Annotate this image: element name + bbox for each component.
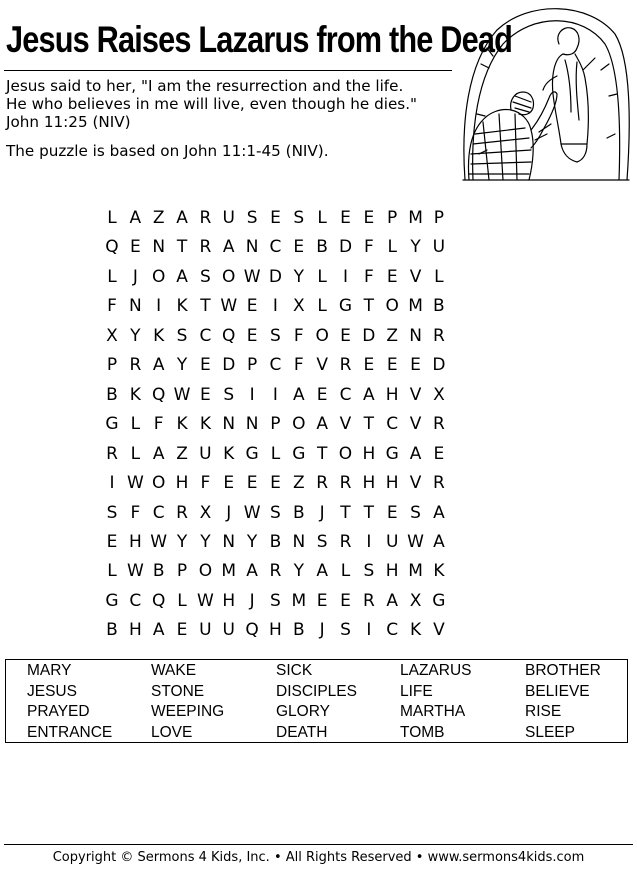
grid-letter: S (246, 208, 258, 228)
grid-letter: R (269, 561, 282, 582)
grid-letter: T (316, 443, 328, 464)
grid-letter: E (246, 473, 258, 494)
grid-letter: A (433, 502, 445, 523)
copyright-footer: Copyright © Sermons 4 Kids, Inc. • All Rights Reserved • www.sermons4kids.com (52, 850, 585, 865)
grid-letter: V (339, 414, 352, 435)
grid-letter: B (152, 561, 165, 582)
grid-letter: W (220, 296, 238, 317)
grid-letter: Q (151, 590, 166, 611)
grid-letter: L (317, 208, 327, 228)
grid-letter: C (386, 414, 399, 435)
verse-line-2: He who believes in me will live, even though he dies." (6, 95, 418, 113)
grid-letter: T (176, 237, 188, 258)
grid-letter: E (293, 237, 305, 258)
grid-letter: A (433, 531, 445, 552)
grid-letter: B (269, 531, 282, 552)
grid-letter: G (292, 443, 306, 464)
grid-letter: L (317, 296, 327, 317)
grid-letter: N (128, 296, 142, 317)
grid-letter: H (175, 473, 189, 494)
grid-letter: R (129, 355, 142, 376)
grid-letter: A (363, 384, 375, 405)
grid-letter: A (386, 590, 398, 611)
grid-letter: V (409, 473, 422, 494)
grid-letter: R (339, 355, 352, 376)
grid-letter: Z (176, 443, 188, 464)
grid-letter: R (199, 237, 212, 258)
grid-letter: E (363, 208, 375, 228)
grid-letter: L (130, 414, 141, 435)
grid-letter: H (385, 384, 399, 405)
grid-letter: K (176, 296, 188, 317)
grid-letter: P (246, 355, 258, 376)
grid-letter: R (339, 473, 352, 494)
grid-letter: Q (105, 237, 119, 258)
grid-letter: U (385, 531, 399, 552)
grid-letter: V (433, 620, 445, 641)
grid-letter: O (151, 473, 166, 494)
grid-letter: E (410, 355, 421, 376)
grid-letter: W (407, 531, 424, 552)
grid-letter: E (386, 355, 398, 376)
grid-letter: T (363, 296, 375, 317)
grid-letter: A (176, 208, 188, 228)
grid-letter: W (243, 266, 261, 287)
word-list-item: DISCIPLES (276, 682, 357, 700)
title-divider (4, 70, 452, 71)
grid-letter: V (409, 266, 422, 287)
grid-letter: S (176, 325, 188, 346)
grid-letter: D (268, 266, 282, 287)
grid-letter: G (385, 443, 399, 464)
grid-letter: C (199, 325, 212, 346)
grid-letter: O (315, 325, 329, 346)
grid-letter: H (269, 620, 282, 641)
grid-letter: I (342, 266, 348, 287)
grid-letter: A (152, 443, 165, 464)
grid-letter: R (432, 325, 445, 346)
grid-letter: F (153, 414, 164, 435)
grid-letter: L (107, 266, 117, 287)
grid-letter: H (222, 590, 236, 611)
grid-letter: H (128, 620, 142, 641)
grid-letter: X (409, 590, 422, 611)
word-list-item: MARY (27, 662, 72, 679)
grid-letter: B (292, 502, 305, 523)
grid-letter: S (223, 384, 235, 405)
grid-letter: X (292, 296, 305, 317)
grid-letter: E (246, 296, 258, 317)
grid-letter: A (152, 620, 165, 641)
scripture-verse (6, 77, 417, 131)
grid-letter: F (107, 296, 117, 317)
grid-letter: P (387, 208, 398, 228)
grid-letter: H (385, 473, 399, 494)
grid-letter: Y (246, 531, 258, 552)
grid-letter: O (151, 266, 166, 287)
puzzle-source-note: The puzzle is based on John 11:1-45 (NIV). (6, 142, 329, 160)
grid-letter: X (199, 502, 212, 523)
word-list-box (5, 659, 628, 743)
grid-letter: S (363, 561, 375, 582)
word-list-item: BROTHER (525, 662, 601, 679)
grid-letter: I (249, 384, 255, 405)
grid-letter: B (106, 620, 118, 641)
grid-letter: M (408, 296, 423, 317)
grid-letter: S (293, 208, 305, 228)
grid-letter: W (196, 590, 214, 611)
word-list-item: STONE (151, 682, 205, 700)
grid-letter: E (340, 590, 351, 611)
grid-letter: K (409, 620, 422, 641)
grid-letter: C (386, 620, 399, 641)
grid-letter: E (340, 208, 351, 228)
grid-letter: A (316, 414, 328, 435)
word-list-item: SICK (276, 662, 313, 679)
grid-letter: I (366, 620, 372, 641)
word-list-item: GLORY (276, 703, 330, 720)
word-list-item: LAZARUS (400, 662, 472, 679)
grid-letter: E (129, 237, 141, 258)
grid-letter: A (222, 237, 235, 258)
word-list-item: DEATH (276, 723, 328, 741)
grid-letter: R (176, 502, 188, 523)
grid-letter: V (409, 384, 422, 405)
grid-letter: X (433, 384, 445, 405)
grid-letter: Q (245, 620, 259, 641)
grid-letter: O (198, 561, 213, 582)
grid-letter: J (132, 266, 138, 287)
grid-letter: C (269, 237, 282, 258)
grid-letter: S (199, 266, 211, 287)
grid-letter: E (433, 443, 445, 464)
grid-letter: F (363, 237, 374, 258)
word-list-item: LOVE (151, 723, 193, 741)
grid-letter: N (245, 414, 259, 435)
grid-letter: E (270, 208, 281, 228)
grid-letter: A (176, 266, 188, 287)
grid-letter: O (385, 296, 399, 317)
grid-letter: A (292, 384, 305, 405)
word-list-item: PRAYED (27, 703, 90, 720)
grid-letter: O (222, 266, 236, 287)
word-list-item: WEEPING (151, 703, 225, 720)
grid-letter: L (434, 266, 444, 287)
grid-letter: P (176, 561, 188, 582)
grid-letter: L (340, 561, 351, 582)
grid-letter: J (319, 502, 325, 523)
word-list-item: TOMB (400, 723, 445, 741)
grid-letter: L (130, 443, 141, 464)
grid-letter: Y (293, 266, 304, 287)
grid-letter: Y (410, 237, 421, 258)
grid-letter: E (246, 325, 258, 346)
grid-letter: N (152, 237, 166, 258)
grid-letter: G (245, 443, 259, 464)
grid-letter: S (340, 620, 351, 641)
grid-letter: C (269, 355, 282, 376)
grid-letter: Z (292, 473, 305, 494)
grid-letter: R (339, 531, 352, 552)
grid-letter: S (410, 502, 421, 523)
grid-letter: H (128, 531, 142, 552)
grid-letter: Y (130, 325, 141, 346)
grid-letter: J (319, 620, 325, 641)
grid-letter: K (199, 414, 211, 435)
grid-letter: W (243, 502, 261, 523)
grid-letter: K (129, 384, 141, 405)
grid-letter: K (176, 414, 188, 435)
grid-letter: F (130, 502, 141, 523)
grid-letter: Q (151, 384, 166, 405)
grid-letter: N (245, 237, 259, 258)
grid-letter: B (292, 620, 305, 641)
grid-letter: F (363, 266, 374, 287)
grid-letter: G (432, 590, 446, 611)
grid-letter: D (362, 325, 376, 346)
grid-letter: P (270, 414, 281, 435)
grid-letter: A (152, 355, 165, 376)
grid-letter: B (433, 296, 445, 317)
grid-letter: T (340, 502, 351, 523)
grid-letter: I (156, 296, 162, 317)
grid-letter: U (199, 443, 212, 464)
grid-letter: R (106, 443, 118, 464)
grid-letter: Z (152, 208, 165, 228)
grid-letter: J (249, 590, 255, 611)
grid-letter: L (107, 208, 117, 228)
grid-letter: K (223, 443, 235, 464)
grid-letter: Z (386, 325, 399, 346)
grid-letter: W (126, 473, 144, 494)
grid-letter: C (339, 384, 352, 405)
grid-letter: L (177, 590, 187, 611)
grid-letter: L (387, 237, 397, 258)
grid-letter: T (363, 414, 375, 435)
grid-letter: M (291, 590, 307, 611)
grid-letter: D (338, 237, 353, 258)
word-list-item: ENTRANCE (27, 723, 113, 741)
grid-letter: L (317, 266, 327, 287)
grid-letter: R (316, 473, 329, 494)
grid-letter: B (106, 384, 118, 405)
grid-letter: A (129, 208, 142, 228)
grid-letter: T (363, 502, 375, 523)
grid-letter: S (106, 502, 118, 523)
grid-letter: R (432, 414, 445, 435)
grid-letter: Y (176, 355, 188, 376)
footer-divider (4, 844, 633, 845)
grid-letter: H (362, 443, 376, 464)
word-list-item: RISE (525, 703, 562, 720)
grid-letter: U (432, 237, 446, 258)
grid-letter: E (270, 473, 281, 494)
lazarus-tomb-illustration (459, 4, 633, 182)
grid-letter: G (338, 296, 353, 317)
grid-letter: R (362, 590, 375, 611)
grid-letter: D (432, 355, 446, 376)
grid-letter: U (199, 620, 212, 641)
grid-letter: S (316, 531, 328, 552)
grid-letter: C (129, 590, 142, 611)
grid-letter: O (338, 443, 353, 464)
worksheet-title: Jesus Raises Lazarus from the Dead (6, 19, 513, 60)
word-list-item: JESUS (27, 682, 77, 700)
grid-letter: U (222, 620, 235, 641)
grid-letter: J (226, 502, 232, 523)
grid-letter: G (105, 414, 119, 435)
word-list-item: MARTHA (400, 703, 466, 720)
grid-letter: T (200, 296, 211, 317)
grid-letter: U (222, 208, 235, 228)
grid-letter: L (270, 443, 281, 464)
grid-letter: B (316, 237, 328, 258)
grid-letter: X (106, 325, 118, 346)
grid-letter: M (408, 561, 423, 582)
grid-letter: K (153, 325, 165, 346)
grid-letter: E (363, 355, 375, 376)
word-list-item: SLEEP (525, 723, 575, 741)
grid-letter: W (173, 384, 191, 405)
grid-letter: S (270, 502, 281, 523)
grid-letter: E (106, 531, 118, 552)
grid-letter: M (408, 208, 423, 228)
grid-letter: V (316, 355, 328, 376)
grid-letter: I (109, 473, 115, 494)
grid-letter: N (292, 531, 306, 552)
grid-letter: A (246, 561, 258, 582)
grid-letter: S (270, 325, 281, 346)
grid-letter: A (409, 443, 422, 464)
grid-letter: V (409, 414, 422, 435)
grid-letter: N (409, 325, 422, 346)
grid-letter: S (270, 590, 281, 611)
grid-letter: R (432, 473, 445, 494)
grid-letter: D (222, 355, 236, 376)
grid-letter: E (316, 590, 328, 611)
grid-letter: P (433, 208, 445, 228)
grid-letter: H (385, 561, 399, 582)
grid-letter: I (272, 296, 278, 317)
grid-letter: C (152, 502, 165, 523)
grid-letter: E (200, 355, 211, 376)
grid-letter: N (222, 414, 236, 435)
grid-letter: E (223, 473, 235, 494)
word-list-item: WAKE (151, 662, 197, 679)
grid-letter: I (366, 531, 372, 552)
grid-letter: G (105, 590, 119, 611)
grid-letter: R (199, 208, 212, 228)
grid-letter: H (362, 473, 376, 494)
grid-letter: P (106, 355, 118, 376)
grid-letter: W (150, 531, 168, 552)
grid-letter: Y (293, 561, 304, 582)
grid-letter: Y (176, 531, 188, 552)
grid-letter: N (222, 531, 236, 552)
word-list-item: BELIEVE (525, 682, 590, 700)
grid-letter: F (293, 325, 304, 346)
grid-letter: W (126, 561, 144, 582)
grid-letter: E (316, 384, 328, 405)
grid-letter: A (316, 561, 328, 582)
grid-letter: E (200, 384, 211, 405)
grid-letter: E (386, 502, 398, 523)
grid-letter: I (272, 384, 278, 405)
grid-letter: O (292, 414, 306, 435)
grid-letter: L (107, 561, 117, 582)
grid-letter: E (176, 620, 188, 641)
grid-letter: E (386, 266, 398, 287)
grid-letter: F (293, 355, 304, 376)
verse-line-1: Jesus said to her, "I am the resurrection and the life. (6, 77, 404, 95)
grid-letter: Q (222, 325, 236, 346)
grid-letter: E (340, 325, 351, 346)
grid-letter: F (200, 473, 211, 494)
grid-letter: Y (200, 531, 211, 552)
verse-reference: John 11:25 (NIV) (6, 113, 131, 131)
word-list-item: LIFE (400, 682, 433, 700)
grid-letter: K (433, 561, 445, 582)
grid-letter: M (221, 561, 237, 582)
